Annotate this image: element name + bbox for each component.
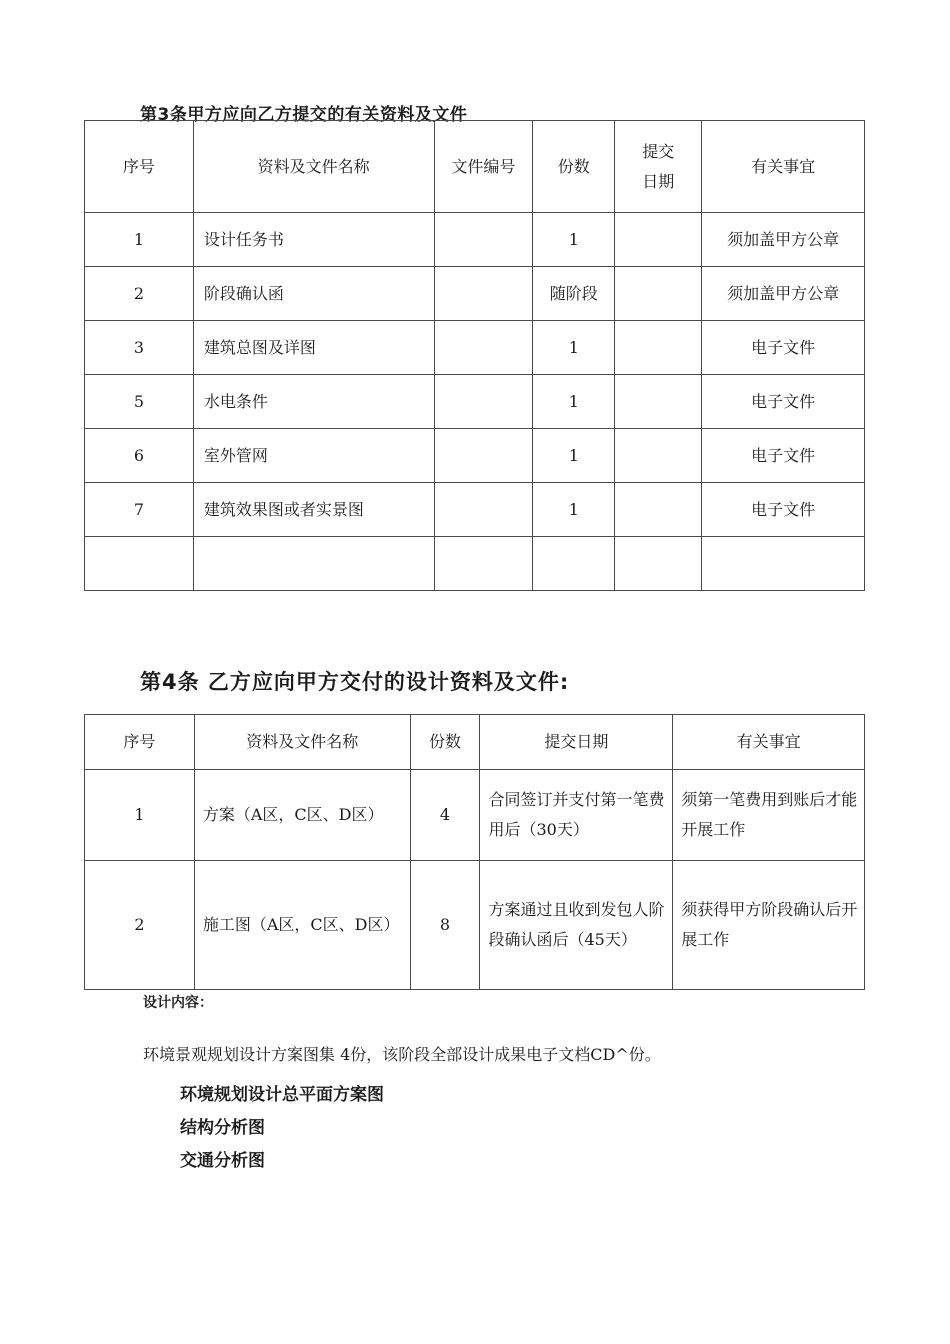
table-row xyxy=(85,321,865,375)
cell-no: 1 xyxy=(85,770,195,861)
design-item: 交通分析图 xyxy=(180,1151,265,1171)
cell-copies: 4 xyxy=(410,770,480,861)
cell-date xyxy=(615,213,702,267)
header-cell: 份数 xyxy=(533,121,615,213)
table-row xyxy=(85,375,865,429)
design-content-label: 设计内容： xyxy=(143,995,213,1011)
cell-note: 须第一笔费用到账后才能开展工作 xyxy=(673,770,865,861)
table-row xyxy=(85,267,865,321)
cell-name: 建筑总图及详图 xyxy=(193,321,434,375)
cell-no: 5 xyxy=(85,375,194,429)
header-cell: 有关事宜 xyxy=(673,715,865,770)
article4-table xyxy=(84,714,865,990)
cell-name: 施工图（A区，C区、D区） xyxy=(194,861,410,990)
header-cell: 资料及文件名称 xyxy=(194,715,410,770)
cell-name: 设计任务书 xyxy=(193,213,434,267)
table-header-row xyxy=(85,121,865,213)
cell-name: 方案（A区，C区、D区） xyxy=(194,770,410,861)
design-item: 环境规划设计总平面方案图 xyxy=(180,1085,384,1105)
header-cell: 资料及文件名称 xyxy=(193,121,434,213)
table-row xyxy=(85,537,865,591)
cell-note: 电子文件 xyxy=(702,483,865,537)
table-row xyxy=(85,483,865,537)
cell-name: 建筑效果图或者实景图 xyxy=(193,483,434,537)
cell-date xyxy=(615,267,702,321)
cell-note: 电子文件 xyxy=(702,321,865,375)
design-item: 结构分析图 xyxy=(180,1118,265,1138)
cell-no xyxy=(85,537,194,591)
cell-no: 7 xyxy=(85,483,194,537)
cell-copies: 8 xyxy=(410,861,480,990)
cell-name xyxy=(193,537,434,591)
cell-code xyxy=(434,267,533,321)
header-cell: 提交日期 xyxy=(615,121,702,213)
cell-note: 电子文件 xyxy=(702,375,865,429)
cell-no: 2 xyxy=(85,267,194,321)
cell-copies: 1 xyxy=(533,483,615,537)
cell-copies: 1 xyxy=(533,375,615,429)
cell-code xyxy=(434,321,533,375)
cell-note: 电子文件 xyxy=(702,429,865,483)
table-row xyxy=(85,861,865,990)
header-cell: 文件编号 xyxy=(434,121,533,213)
cell-no: 1 xyxy=(85,213,194,267)
cell-date xyxy=(615,537,702,591)
table-row xyxy=(85,429,865,483)
header-cell: 份数 xyxy=(410,715,480,770)
cell-name: 室外管网 xyxy=(193,429,434,483)
cell-no: 2 xyxy=(85,861,195,990)
article3-table xyxy=(84,120,865,591)
cell-no: 6 xyxy=(85,429,194,483)
cell-copies: 1 xyxy=(533,213,615,267)
cell-code xyxy=(434,483,533,537)
article3-title: 第3条甲方应向乙方提交的有关资料及文件 xyxy=(140,105,468,125)
cell-copies: 1 xyxy=(533,321,615,375)
cell-code xyxy=(434,213,533,267)
cell-code xyxy=(434,537,533,591)
table-header-row xyxy=(85,715,865,770)
cell-note xyxy=(702,537,865,591)
table-row xyxy=(85,213,865,267)
cell-name: 阶段确认函 xyxy=(193,267,434,321)
cell-date xyxy=(615,375,702,429)
design-content-text: 环境景观规划设计方案图集 4份，该阶段全部设计成果电子文档CD^份。 xyxy=(143,1045,661,1064)
cell-note: 须加盖甲方公章 xyxy=(702,213,865,267)
header-cell: 提交日期 xyxy=(480,715,673,770)
header-cell: 有关事宜 xyxy=(702,121,865,213)
cell-no: 3 xyxy=(85,321,194,375)
table-row xyxy=(85,770,865,861)
article4-title: 第4条 乙方应向甲方交付的设计资料及文件: xyxy=(140,670,570,694)
cell-name: 水电条件 xyxy=(193,375,434,429)
cell-code xyxy=(434,375,533,429)
cell-date xyxy=(615,429,702,483)
cell-note: 须获得甲方阶段确认后开展工作 xyxy=(673,861,865,990)
cell-copies: 1 xyxy=(533,429,615,483)
cell-date: 合同签订并支付第一笔费用后（30天） xyxy=(480,770,673,861)
cell-date xyxy=(615,321,702,375)
cell-note: 须加盖甲方公章 xyxy=(702,267,865,321)
cell-date: 方案通过且收到发包人阶段确认函后（45天） xyxy=(480,861,673,990)
cell-code xyxy=(434,429,533,483)
cell-copies xyxy=(533,537,615,591)
header-cell: 序号 xyxy=(85,715,195,770)
header-cell: 序号 xyxy=(85,121,194,213)
cell-copies: 随阶段 xyxy=(533,267,615,321)
cell-date xyxy=(615,483,702,537)
